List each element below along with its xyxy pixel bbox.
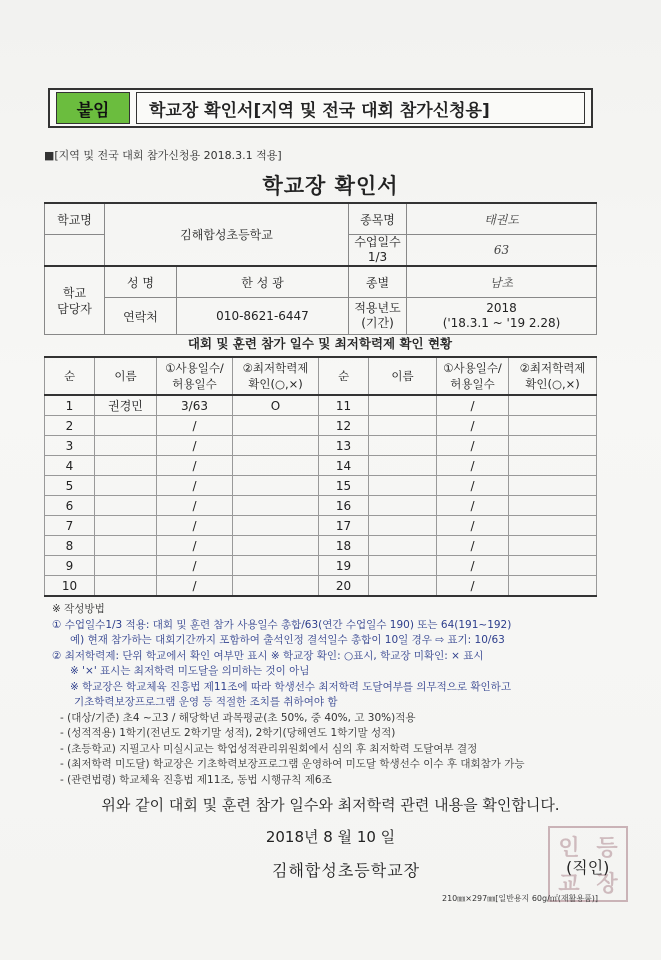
form-title: 학교장 확인서 <box>262 174 399 198</box>
note-detail-3: - (초등학교) 지필고사 미실시교는 학업성적관리위원회에서 심의 후 최저학력 도달여부 결정 <box>60 742 478 755</box>
header-no-right: 순 <box>319 357 369 395</box>
staff-label-cell <box>45 266 105 335</box>
cell-name-right <box>369 456 437 476</box>
cell-check-right <box>509 496 597 516</box>
header-days-left: ①사용일수/ 허용일수 <box>157 357 233 395</box>
staff-label-2: 담당자 <box>57 301 92 316</box>
table-row <box>45 456 597 476</box>
cell-no-left: 10 <box>45 576 95 597</box>
note-detail-2: - (성적적용) 1학기(전년도 2학기말 성적), 2학기(당해연도 1학기말 성적) <box>60 727 396 739</box>
cell-days-right: / <box>437 576 509 597</box>
cell-check-left <box>233 456 319 476</box>
cell-name-right <box>369 395 437 416</box>
note-4a: ※ 학교장은 학교체육 진흥법 제11조에 따라 학생선수 최저학력 도달여부를 의무적으로 확인하고 <box>70 680 511 693</box>
name-value: 한 성 광 <box>177 266 349 298</box>
cell-no-right: 16 <box>319 496 369 516</box>
table-row <box>45 536 597 556</box>
cell-no-right: 12 <box>319 416 369 436</box>
cell-name-left <box>95 436 157 456</box>
note-2: ② 최저학력제: 단위 학교에서 확인 여부만 표시 ※ 학교장 확인: ○표시, 학교장 미확인: × 표시 <box>52 649 484 662</box>
class-days-label: 수업일수 <box>354 235 401 249</box>
cell-name-left <box>95 556 157 576</box>
cell-no-right: 20 <box>319 576 369 597</box>
cell-check-left <box>233 496 319 516</box>
cell-days-left: / <box>157 476 233 496</box>
cell-name-left <box>95 476 157 496</box>
signature-date: 2018년 8 월 10 일 <box>265 828 396 846</box>
cell-days-left: / <box>157 536 233 556</box>
cell-days-left: / <box>157 436 233 456</box>
contact-value: 010-8621-6447 <box>177 298 349 335</box>
cell-days-left: / <box>157 576 233 597</box>
cell-check-right <box>509 456 597 476</box>
table-row <box>45 416 597 436</box>
header-no-left: 순 <box>45 357 95 395</box>
cell-no-right: 15 <box>319 476 369 496</box>
cell-days-left: / <box>157 516 233 536</box>
class-days-label-cell <box>349 235 407 267</box>
paper-spec: 210㎜×297㎜[일반용지 60g/㎡(재활용품)] <box>442 894 599 903</box>
cell-name-left <box>95 576 157 597</box>
cell-check-left <box>233 556 319 576</box>
cell-days-right: / <box>437 536 509 556</box>
header-days-right: ①사용일수/ 허용일수 <box>437 357 509 395</box>
confirmation-statement: 위와 같이 대회 및 훈련 참가 일수와 최저학력 관련 내용을 확인합니다. <box>101 796 560 814</box>
cell-check-left <box>233 476 319 496</box>
cell-name-left <box>95 496 157 516</box>
category-value: 남초 <box>489 275 514 290</box>
cell-name-left <box>95 536 157 556</box>
records-header-row <box>45 357 597 395</box>
cell-days-right: / <box>437 416 509 436</box>
note-detail-1: - (대상/기준) 초4 ~고3 / 해당학년 과목평균(초 50%, 중 40%, 고 30%)적용 <box>60 711 416 724</box>
seal-label: (직인) <box>566 858 610 877</box>
form-subnote: ■[지역 및 전국 대회 참가신청용 2018.3.1 적용] <box>44 149 282 162</box>
cell-days-right: / <box>437 436 509 456</box>
cell-no-right: 18 <box>319 536 369 556</box>
cell-days-left: / <box>157 496 233 516</box>
cell-check-right <box>509 395 597 416</box>
header-check-left: ②최저학력제 확인(○,×) <box>233 357 319 395</box>
attachment-title: 학교장 확인서[지역 및 전국 대회 참가신청용] <box>136 92 585 124</box>
cell-name-left <box>95 456 157 476</box>
cell-check-left <box>233 576 319 597</box>
cell-no-left: 3 <box>45 436 95 456</box>
notes-heading: ※ 작성방법 <box>52 603 105 615</box>
cell-check-right <box>509 556 597 576</box>
cell-check-left <box>233 536 319 556</box>
table-row <box>45 516 597 536</box>
name-label: 성 명 <box>105 266 177 298</box>
contact-label: 연락처 <box>105 298 177 335</box>
cell-check-right <box>509 516 597 536</box>
records-title: 대회 및 훈련 참가 일수 및 최저학력제 확인 현황 <box>187 336 453 351</box>
cell-days-right: / <box>437 456 509 476</box>
cell-no-right: 14 <box>319 456 369 476</box>
cell-days-right: / <box>437 516 509 536</box>
note-1b: 예) 현재 참가하는 대회기간까지 포함하여 출석인정 결석일수 총합이 10일 경우 ⇨ 표기: 10/63 <box>70 634 505 646</box>
staff-label: 학교 <box>62 285 87 300</box>
cell-name-right <box>369 476 437 496</box>
table-row <box>45 436 597 456</box>
table-row <box>45 395 597 416</box>
cell-no-left: 5 <box>45 476 95 496</box>
class-days-value: 63 <box>493 243 510 257</box>
cell-no-left: 4 <box>45 456 95 476</box>
table-row <box>45 576 597 597</box>
header-name-left: 이름 <box>95 357 157 395</box>
cell-days-right: / <box>437 496 509 516</box>
cell-check-left <box>233 416 319 436</box>
cell-no-left: 1 <box>45 395 95 416</box>
principal-name: 김해합성초등학교장 <box>272 861 421 880</box>
cell-days-left: / <box>157 456 233 476</box>
year-label-2: (기간) <box>361 316 394 330</box>
school-value: 김해합성초등학교 <box>105 203 349 266</box>
note-1a: ① 수업일수1/3 적용: 대회 및 훈련 참가 사용일수 총합/63(연간 수업일수 190) 또는 64(191~192) <box>52 618 512 631</box>
cell-days-left: / <box>157 556 233 576</box>
cell-days-right: / <box>437 556 509 576</box>
year-period: ('18.3.1 ~ '19 2.28) <box>442 316 561 330</box>
school-label: 학교명 <box>45 203 105 235</box>
cell-no-left: 2 <box>45 416 95 436</box>
cell-name-right <box>369 416 437 436</box>
cell-days-left: / <box>157 416 233 436</box>
school-info-table <box>44 202 597 335</box>
cell-name-left <box>95 516 157 536</box>
cell-check-left <box>233 436 319 456</box>
cell-days-left: 3/63 <box>157 395 233 416</box>
category-label: 종별 <box>349 266 407 298</box>
cell-no-right: 11 <box>319 395 369 416</box>
table-row <box>45 496 597 516</box>
year-value-cell <box>407 298 597 335</box>
attachment-tag: 붙임 <box>56 92 130 124</box>
note-4b: 기초학력보장프로그램 운영 등 적절한 조치를 취하여야 함 <box>74 696 338 708</box>
cell-no-right: 17 <box>319 516 369 536</box>
cell-no-left: 6 <box>45 496 95 516</box>
official-seal-stamp: 인 등 교 장 <box>548 826 628 902</box>
class-days-label-fraction: 1/3 <box>367 250 388 264</box>
cell-no-right: 13 <box>319 436 369 456</box>
cell-check-right <box>509 476 597 496</box>
year-value: 2018 <box>486 301 517 315</box>
cell-days-right: / <box>437 395 509 416</box>
cell-no-left: 8 <box>45 536 95 556</box>
note-detail-4: - (최저학력 미도달) 학교장은 기초학력보장프로그램 운영하여 미도달 학생선수 이수 후 대회참가 가능 <box>60 758 525 770</box>
cell-check-right <box>509 536 597 556</box>
cell-no-right: 19 <box>319 556 369 576</box>
cell-name-left <box>95 416 157 436</box>
cell-check-left <box>233 516 319 536</box>
cell-no-left: 7 <box>45 516 95 536</box>
cell-check-left: O <box>233 395 319 416</box>
records-table <box>44 356 597 597</box>
table-row <box>45 556 597 576</box>
year-label: 적용년도 <box>354 301 401 315</box>
cell-name-right <box>369 436 437 456</box>
header-check-right: ②최저학력제 확인(○,×) <box>509 357 597 395</box>
cell-name-right <box>369 556 437 576</box>
cell-no-left: 9 <box>45 556 95 576</box>
header-name-right: 이름 <box>369 357 437 395</box>
cell-name-right <box>369 496 437 516</box>
event-value: 태권도 <box>484 212 519 227</box>
attachment-header <box>48 88 593 128</box>
cell-days-right: / <box>437 476 509 496</box>
note-detail-5: - (관련법령) 학교체육 진흥법 제11조, 동법 시행규칙 제6조 <box>60 773 332 786</box>
note-3: ※ '×' 표시는 최저학력 미도달을 의미하는 것이 아님 <box>70 665 310 677</box>
table-row <box>45 476 597 496</box>
instructions <box>52 602 612 788</box>
event-label: 종목명 <box>349 203 407 235</box>
cell-name-left: 권경민 <box>95 395 157 416</box>
cell-name-right <box>369 536 437 556</box>
year-label-cell <box>349 298 407 335</box>
cell-check-right <box>509 576 597 597</box>
cell-check-right <box>509 436 597 456</box>
cell-name-right <box>369 516 437 536</box>
cell-check-right <box>509 416 597 436</box>
cell-name-right <box>369 576 437 597</box>
